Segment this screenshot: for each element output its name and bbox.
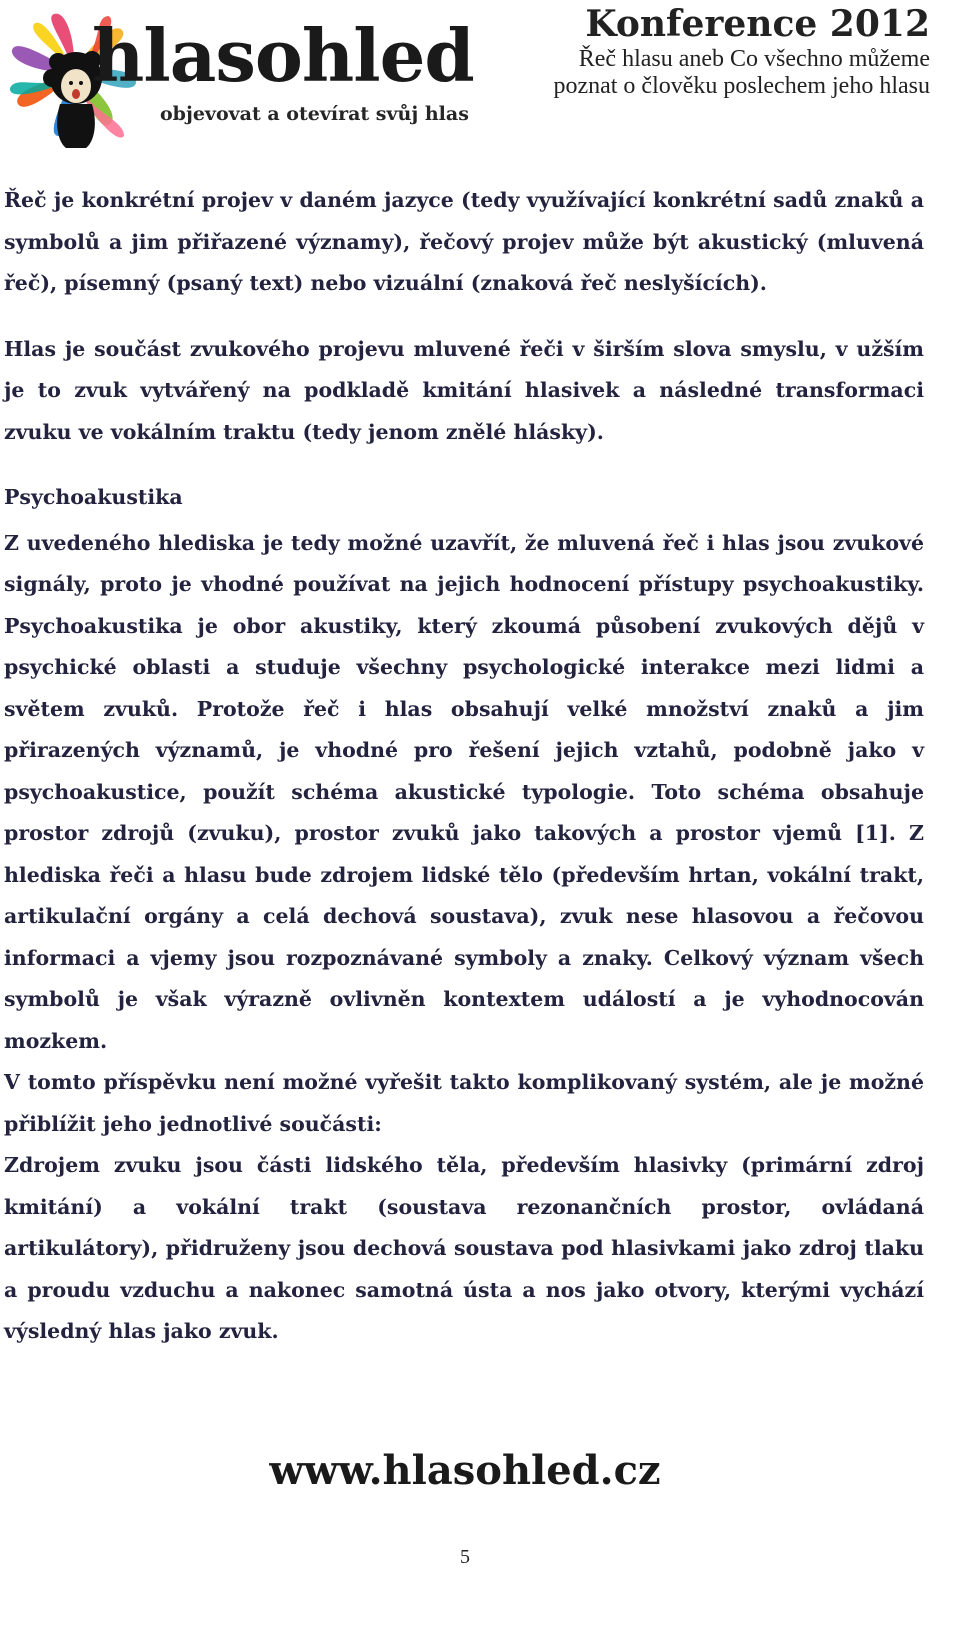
- page-number: 5: [460, 1546, 470, 1568]
- logo-tagline: objevovat a otevírat svůj hlas: [160, 103, 469, 125]
- conference-header: [510, 4, 930, 100]
- article-body: [4, 180, 924, 1353]
- paragraph-speech-definition: Řeč je konkrétní projev v daném jazyce (tedy využívající konkrétní sadů znaků a symbolů a jim přiřazené významy), řečový projev může být akustický (mluvená řeč), písemný (psaný text) nebo vizuální (znaková řeč neslyšících).: [4, 188, 924, 295]
- hlasohled-logo: [4, 8, 474, 148]
- paragraph-sound-source: Zdrojem zvuku jsou části lidského těla, především hlasivky (primární zdroj kmitání) a vokální trakt (soustava rezonančních prostor, ovládaná artikulátory), přidruženy jsou dechová soustava pod hlasivkami jako zdroj tlaku a proudu vzduchu a nakonec samotná ústa a nos jako otvory, kterými vychází výsledný hlas jako zvuk.: [4, 1153, 924, 1343]
- website-url: www.hlasohled.cz: [269, 1447, 661, 1494]
- paragraph-voice-definition: Hlas je součást zvukového projevu mluvené řeči v širším slova smyslu, v užším je to zvuk vytvářený na podkladě kmitání hlasivek a následné transformaci zvuku ve vokálním traktu (tedy jenom znělé hlásky).: [4, 336, 924, 444]
- conference-subtitle: Řeč hlasu aneb Co všechno můžeme poznat o člověku poslechem jeho hlasu: [553, 46, 930, 99]
- logo-wordmark: hlasohled: [92, 13, 474, 98]
- paragraph-psychoacoustics: Z uvedeného hlediska je tedy možné uzavřít, že mluvená řeč i hlas jsou zvukové signály, proto je vhodné používat na jejich hodnocení přístupy psychoakustiky. Psychoakustika je obor akustiky, který zkoumá působení zvukových dějů v psychické oblasti a studuje všechny psychologické interakce mezi lidmi a světem zvuků. Protože řeč i hlas obsahují velké množství znaků a jim přirazených významů, je vhodné pro řešení jejich vztahů, podobně jako v psychoakustice, použít schéma akustické typologie. Toto schéma obsahuje prostor zdrojů (zvuku), prostor zvuků jako takových a prostor vjemů [1]. Z hlediska řeči a hlasu bude zdrojem lidské tělo (především hrtan, vokální trakt, artikulační orgány a celá dechová soustava), zvuk nese hlasovou a řečovou informaci a vjemy jsou rozpoznávané symboly a znaky. Celkový význam všech symbolů je však výrazně ovlivněn kontextem událostí a je vyhodnocován mozkem.: [4, 530, 924, 1053]
- paragraph-approach: V tomto příspěvku není možné vyřešit takto komplikovaný systém, ale je možné přiblížit jeho jednotlivé součásti:: [4, 1070, 924, 1136]
- section-heading-psychoakustika: Psychoakustika: [4, 485, 183, 509]
- conference-title: Konference 2012: [585, 3, 930, 45]
